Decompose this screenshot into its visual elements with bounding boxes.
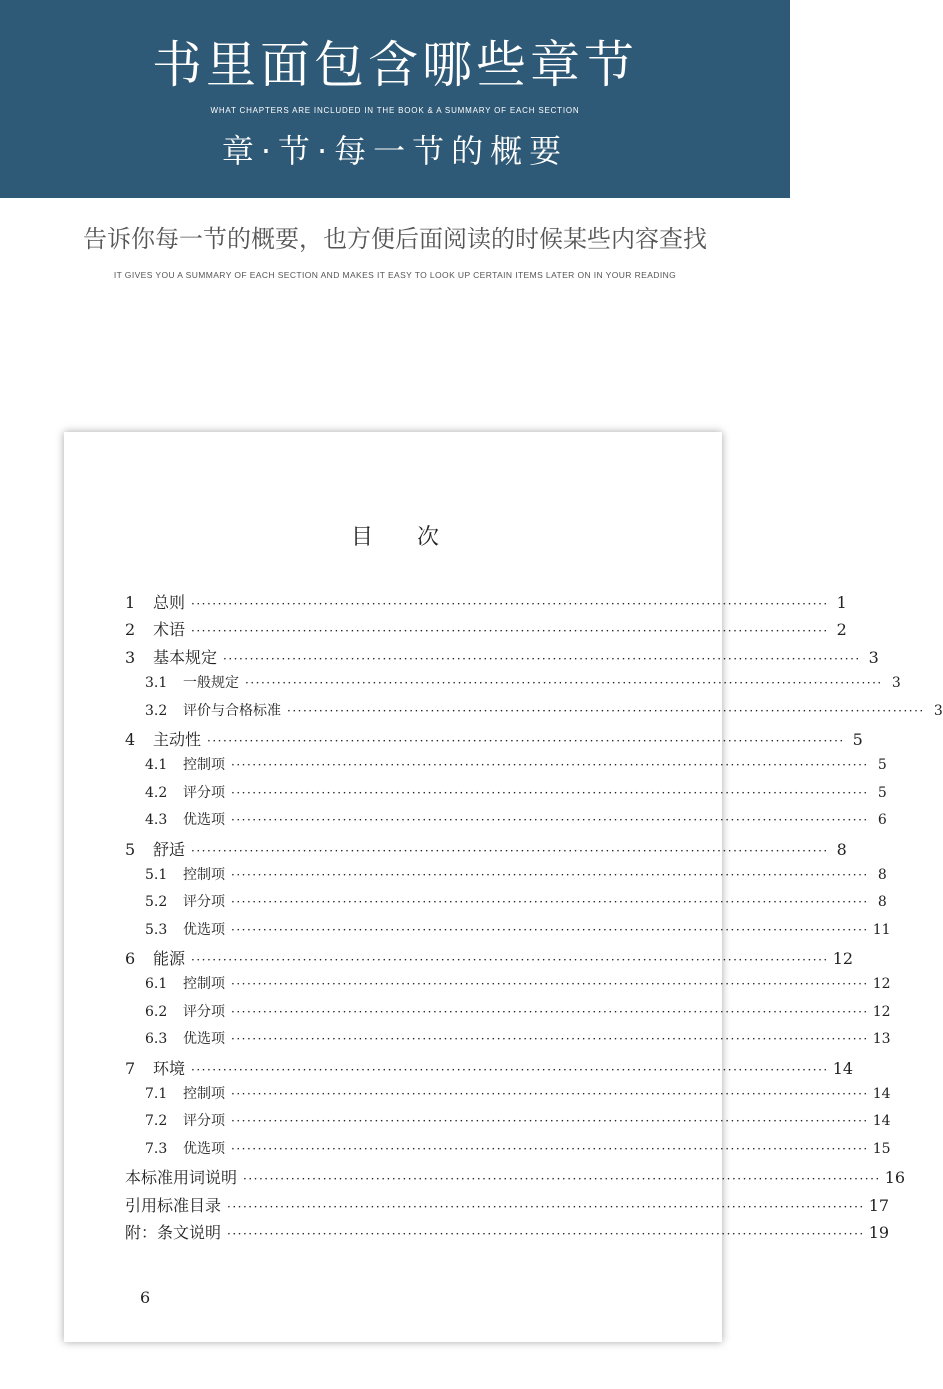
toc-entry-number: 4 bbox=[125, 729, 136, 749]
toc-title-left: 目 bbox=[350, 525, 373, 550]
toc-entry-number: 4.1 bbox=[145, 757, 168, 774]
toc-entry-label: 附：条文说明 bbox=[125, 1222, 222, 1242]
toc-entry-label: 引用标准目录 bbox=[125, 1195, 222, 1215]
toc-entry bbox=[125, 919, 891, 946]
toc-entry bbox=[125, 1001, 891, 1028]
banner-english-caption: WHAT CHAPTERS ARE INCLUDED IN THE BOOK & A SUMMARY OF EACH SECTION bbox=[210, 106, 580, 115]
toc-leader-dots: ························································································································ bbox=[231, 785, 869, 800]
toc-entry-number: 5.3 bbox=[145, 921, 168, 938]
toc-entry-page: 3 bbox=[868, 647, 879, 667]
toc-entry-page: 8 bbox=[877, 866, 887, 883]
toc-entry bbox=[125, 617, 847, 644]
toc-title bbox=[0, 520, 790, 551]
toc-entry-label: 环境 bbox=[153, 1058, 186, 1078]
toc-leader-dots: ························································································································ bbox=[231, 1114, 869, 1129]
toc-entry-page: 14 bbox=[832, 1058, 854, 1078]
toc-entry-page: 8 bbox=[836, 839, 847, 859]
toc-entry-number: 7 bbox=[125, 1058, 136, 1078]
intro-english-text: IT GIVES YOU A SUMMARY OF EACH SECTION AND MAKES IT EASY TO LOOK UP CERTAIN ITEMS LATER ON IN YOUR READING bbox=[113, 270, 677, 280]
toc-entry-number: 4.3 bbox=[145, 812, 168, 829]
toc-entry-number: 6.3 bbox=[145, 1031, 168, 1048]
toc-leader-dots: ························································································································ bbox=[191, 597, 829, 611]
toc-leader-dots: ························································································································ bbox=[191, 843, 829, 858]
toc-entry bbox=[125, 1138, 891, 1165]
toc-entry-number: 3.1 bbox=[145, 675, 168, 692]
toc-entry-label: 一般规定 bbox=[183, 675, 239, 692]
toc-leader-dots: ························································································································ bbox=[245, 676, 883, 691]
toc-entry-page: 3 bbox=[933, 702, 943, 719]
toc-entry-page: 5 bbox=[852, 729, 863, 749]
header-banner bbox=[0, 0, 790, 198]
toc-entry-page: 16 bbox=[884, 1168, 906, 1188]
toc-entry-label: 优选项 bbox=[183, 1140, 225, 1157]
toc-entry-page: 8 bbox=[877, 894, 887, 911]
toc-list bbox=[125, 590, 943, 1247]
toc-entry-label: 评分项 bbox=[183, 1113, 225, 1130]
toc-entry bbox=[125, 590, 847, 617]
toc-leader-dots: ························································································································ bbox=[231, 1032, 869, 1047]
toc-title-right: 次 bbox=[417, 525, 440, 550]
toc-entry bbox=[125, 1110, 891, 1137]
toc-entry bbox=[125, 809, 887, 836]
toc-entry-page: 15 bbox=[872, 1140, 891, 1157]
toc-leader-dots: ························································································································ bbox=[231, 758, 869, 773]
toc-entry bbox=[125, 1193, 890, 1220]
toc-entry-page: 3 bbox=[891, 675, 901, 692]
toc-leader-dots: ························································································································ bbox=[231, 1087, 869, 1102]
toc-entry-number: 4.2 bbox=[145, 784, 168, 801]
toc-entry bbox=[125, 837, 847, 864]
toc-entry-label: 优选项 bbox=[183, 921, 225, 938]
toc-entry-label: 主动性 bbox=[153, 729, 202, 749]
toc-entry-page: 13 bbox=[872, 1031, 891, 1048]
toc-entry-page: 14 bbox=[872, 1086, 891, 1103]
toc-entry-page: 17 bbox=[868, 1195, 890, 1215]
toc-leader-dots: ························································································································ bbox=[231, 922, 869, 937]
toc-entry-number: 5 bbox=[125, 839, 136, 859]
banner-title: 书里面包含哪些章节 bbox=[152, 36, 638, 94]
toc-entry-label: 能源 bbox=[153, 949, 186, 969]
banner-subtitle: 章·节·每一节的概要 bbox=[221, 132, 569, 170]
toc-entry-page: 11 bbox=[872, 921, 891, 938]
toc-entry-page: 5 bbox=[877, 757, 887, 774]
toc-entry-page: 14 bbox=[872, 1113, 891, 1130]
toc-entry-number: 6.1 bbox=[145, 976, 168, 993]
page-number: 6 bbox=[140, 1288, 151, 1307]
toc-leader-dots: ························································································································ bbox=[191, 624, 829, 639]
toc-entry bbox=[125, 1083, 891, 1110]
toc-entry-number: 7.2 bbox=[145, 1113, 168, 1130]
toc-entry-label: 术语 bbox=[153, 620, 186, 640]
toc-entry-label: 评分项 bbox=[183, 894, 225, 911]
toc-entry-page: 12 bbox=[832, 949, 854, 969]
toc-entry-number: 3 bbox=[125, 647, 136, 667]
toc-leader-dots: ························································································································ bbox=[227, 1199, 865, 1214]
toc-leader-dots: ························································································································ bbox=[223, 651, 861, 666]
toc-entry bbox=[125, 727, 863, 754]
toc-entry-number: 6.2 bbox=[145, 1003, 168, 1020]
toc-leader-dots: ························································································································ bbox=[227, 1226, 865, 1241]
toc-entry bbox=[125, 672, 901, 699]
toc-leader-dots: ························································································································ bbox=[231, 895, 869, 910]
toc-entry-page: 6 bbox=[877, 812, 887, 829]
toc-entry-label: 控制项 bbox=[183, 866, 225, 883]
toc-entry-label: 控制项 bbox=[183, 757, 225, 774]
toc-entry-number: 1 bbox=[125, 593, 136, 612]
toc-entry-label: 评分项 bbox=[183, 784, 225, 801]
toc-leader-dots: ························································································································ bbox=[207, 733, 845, 748]
toc-entry bbox=[125, 1220, 890, 1247]
toc-entry-label: 控制项 bbox=[183, 1086, 225, 1103]
toc-entry bbox=[125, 645, 879, 672]
toc-entry bbox=[125, 1056, 854, 1083]
toc-entry-number: 2 bbox=[125, 620, 136, 640]
toc-entry-number: 6 bbox=[125, 949, 136, 969]
toc-entry-label: 评分项 bbox=[183, 1003, 225, 1020]
toc-entry bbox=[125, 782, 887, 809]
toc-leader-dots: ························································································································ bbox=[231, 1141, 869, 1156]
toc-entry bbox=[125, 1028, 891, 1055]
toc-leader-dots: ························································································································ bbox=[191, 953, 829, 968]
toc-entry-page: 19 bbox=[868, 1222, 890, 1242]
toc-leader-dots: ························································································································ bbox=[231, 977, 869, 992]
toc-entry-page: 5 bbox=[877, 784, 887, 801]
toc-entry-page: 1 bbox=[836, 593, 847, 612]
toc-entry-number: 3.2 bbox=[145, 702, 168, 719]
toc-entry-label: 评价与合格标准 bbox=[183, 702, 281, 719]
toc-entry bbox=[125, 1165, 906, 1192]
toc-leader-dots: ························································································································ bbox=[231, 867, 869, 882]
toc-entry bbox=[125, 891, 887, 918]
toc-entry-label: 总则 bbox=[153, 593, 186, 612]
toc-leader-dots: ························································································································ bbox=[191, 1062, 829, 1077]
toc-entry bbox=[125, 700, 943, 727]
toc-entry-number: 5.2 bbox=[145, 894, 168, 911]
intro-text: 告诉你每一节的概要，也方便后面阅读的时候某些内容查找 bbox=[83, 225, 707, 253]
toc-entry-label: 舒适 bbox=[153, 839, 186, 859]
toc-entry-label: 基本规定 bbox=[153, 647, 218, 667]
toc-entry bbox=[125, 973, 891, 1000]
toc-leader-dots: ························································································································ bbox=[231, 1004, 869, 1019]
toc-entry-number: 7.3 bbox=[145, 1140, 168, 1157]
toc-entry-label: 本标准用词说明 bbox=[125, 1168, 238, 1188]
toc-leader-dots: ························································································································ bbox=[243, 1172, 881, 1187]
toc-leader-dots: ························································································································ bbox=[287, 703, 925, 718]
toc-entry-label: 优选项 bbox=[183, 1031, 225, 1048]
toc-entry-label: 控制项 bbox=[183, 976, 225, 993]
toc-entry-number: 5.1 bbox=[145, 866, 168, 883]
toc-entry-number: 7.1 bbox=[145, 1086, 168, 1103]
toc-entry-page: 12 bbox=[872, 1003, 891, 1020]
toc-leader-dots: ························································································································ bbox=[231, 813, 869, 828]
toc-entry-page: 2 bbox=[836, 620, 847, 640]
toc-entry bbox=[125, 754, 887, 781]
toc-entry bbox=[125, 864, 887, 891]
toc-entry bbox=[125, 946, 854, 973]
toc-entry-label: 优选项 bbox=[183, 812, 225, 829]
toc-entry-page: 12 bbox=[872, 976, 891, 993]
